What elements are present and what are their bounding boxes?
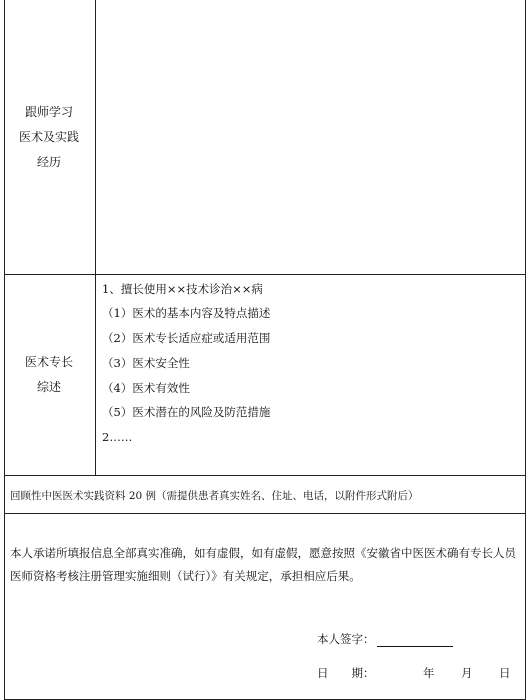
row-divider-1	[4, 274, 526, 275]
study-label-line-2: 医术及实践	[18, 130, 79, 144]
signature-label: 本人签字：	[317, 632, 375, 646]
study-label-line-1: 跟师学习	[24, 105, 73, 119]
signature-underline[interactable]	[377, 634, 453, 647]
table-border-right	[525, 0, 526, 700]
pledge-statement: 本人承诺所填报信息全部真实准确，如有虚假，如有虚假，愿意按照《安徽省中医医术确有专长人员医师资格考核注册管理实施细则（试行）》有关规定，承担相应后果。	[10, 546, 516, 583]
specialty-item-7: 2……	[102, 430, 133, 444]
specialty-item-6: （5）医术潜在的风险及防范措施	[102, 405, 271, 419]
specialty-label-line-1: 医术专长	[24, 355, 73, 369]
case-materials-note: 回顾性中医医术实践资料 20 例（需提供患者真实姓名、住址、电话，以附件形式附后）	[10, 490, 419, 502]
row-divider-3	[4, 513, 526, 514]
study-label-line-3: 经历	[36, 155, 61, 169]
signature-field[interactable]	[317, 631, 453, 647]
specialty-item-2: （1）医术的基本内容及特点描述	[102, 306, 271, 320]
study-experience-content[interactable]	[96, 0, 525, 274]
row-divider-2	[4, 475, 526, 476]
specialty-item-3: （2）医术专长适应症或适用范围	[102, 331, 271, 345]
specialty-summary-label	[4, 350, 94, 400]
specialty-item-4: （3）医术安全性	[102, 356, 190, 370]
specialty-label-line-2: 综述	[36, 380, 61, 394]
year-label: 年	[423, 666, 435, 680]
study-experience-label	[4, 100, 94, 175]
month-label: 月	[461, 666, 473, 680]
specialty-item-5: （4）医术有效性	[102, 381, 190, 395]
specialty-item-1: 1、擅长使用××技术诊治××病	[102, 282, 263, 296]
date-label: 日 期：	[317, 666, 375, 680]
day-label: 日	[499, 666, 511, 680]
